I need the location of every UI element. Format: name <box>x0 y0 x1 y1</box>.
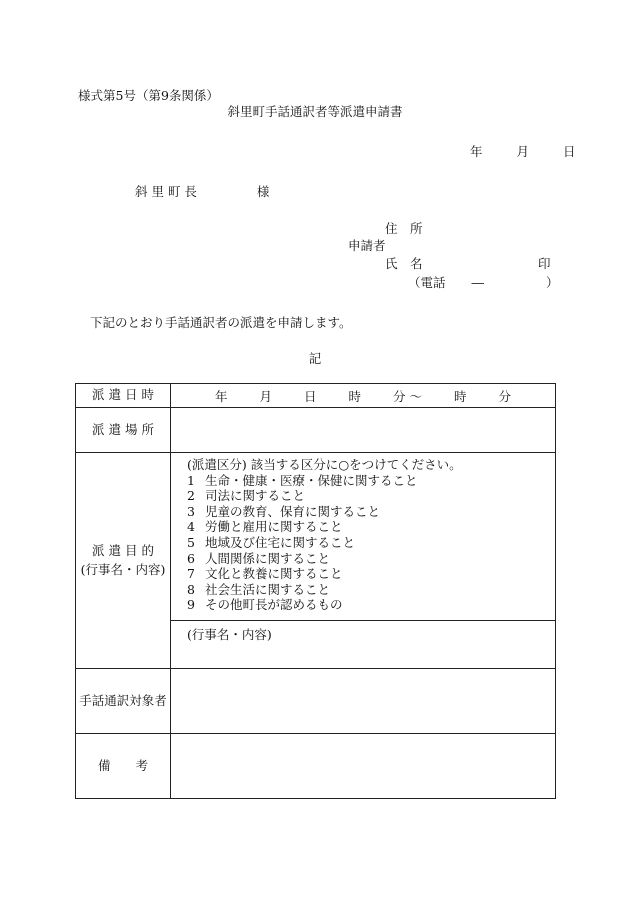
place-label: 派 遣 場 所 <box>76 408 171 453</box>
dt-year: 年 <box>214 388 228 404</box>
list-item[interactable] <box>187 535 555 551</box>
date-year: 年 <box>470 144 483 159</box>
list-item-text: 生命・健康・医療・保健に関すること <box>205 472 418 488</box>
list-item[interactable] <box>187 566 555 582</box>
target-label: 手話通訳対象者 <box>76 669 171 734</box>
list-item-num: 8 <box>187 581 195 597</box>
application-date <box>470 142 576 160</box>
dt-hour2: 時 <box>454 388 467 404</box>
list-item[interactable] <box>187 597 555 613</box>
purpose-label <box>76 453 171 669</box>
event-content-field[interactable] <box>171 621 555 668</box>
purpose-instruction: (派遣区分) 該当する区分に○をつけてください。 <box>187 457 462 472</box>
list-item[interactable] <box>187 582 555 598</box>
target-field[interactable] <box>171 669 556 734</box>
event-content-label: (行事名・内容) <box>187 627 272 642</box>
table-row-purpose <box>76 453 556 669</box>
purpose-label-main: 派 遣 目 的 <box>92 543 154 559</box>
remarks-field[interactable] <box>171 734 556 799</box>
phone-label: （電話 <box>408 275 446 290</box>
dt-hour: 時 <box>348 388 362 404</box>
purpose-label-sub: (行事名・内容) <box>80 561 166 577</box>
addressee-name: 斜 里 町 長 <box>135 184 197 199</box>
seal-mark: 印 <box>538 256 551 271</box>
address-label: 住 所 <box>385 221 423 236</box>
purpose-category-list <box>171 453 555 621</box>
list-item-num: 2 <box>187 488 195 504</box>
datetime-label: 派 遣 日 時 <box>76 384 171 408</box>
date-day: 日 <box>563 144 576 159</box>
phone-close: ） <box>546 275 559 290</box>
list-item-text: 労働と雇用に関すること <box>205 519 343 535</box>
list-item[interactable] <box>187 519 555 535</box>
list-item[interactable] <box>187 551 555 567</box>
list-item-text: 司法に関すること <box>205 488 306 504</box>
list-item-num: 6 <box>187 550 195 566</box>
list-item-num: 7 <box>187 566 195 582</box>
addressee-honorific: 様 <box>256 184 270 199</box>
date-month: 月 <box>516 144 530 159</box>
datetime-units <box>171 387 555 405</box>
list-item[interactable] <box>187 473 555 489</box>
list-item-text: その他町長が認めるもの <box>205 597 343 613</box>
table-row-remarks <box>76 734 556 799</box>
document-title: 斜里町手話通訳者等派遣申請書 <box>227 104 403 119</box>
list-item-text: 人間関係に関すること <box>205 550 331 566</box>
table-row-datetime <box>76 384 556 408</box>
ki-heading: 記 <box>308 351 322 366</box>
list-item-num: 5 <box>187 534 195 550</box>
list-item-text: 社会生活に関すること <box>205 581 331 597</box>
dt-minute2: 分 <box>498 388 512 404</box>
table-row-target <box>76 669 556 734</box>
dt-minute-tilde: 分 ～ <box>393 388 422 404</box>
table-row-place <box>76 408 556 453</box>
list-item[interactable] <box>187 504 555 520</box>
list-item-num: 4 <box>187 519 195 535</box>
name-label: 氏 名 <box>385 256 423 271</box>
list-item-num: 1 <box>187 472 195 488</box>
phone-dash: ― <box>471 275 485 290</box>
form-number: 様式第5号（第9条関係） <box>78 88 219 103</box>
phone-field <box>408 273 559 291</box>
applicant-label: 申請者 <box>348 238 386 253</box>
list-item-text: 文化と教養に関すること <box>205 566 343 582</box>
list-item-text: 地域及び住宅に関すること <box>205 534 356 550</box>
dt-month: 月 <box>259 388 272 404</box>
addressee <box>135 182 269 200</box>
list-item-num: 3 <box>187 503 195 519</box>
place-field[interactable] <box>171 408 556 453</box>
datetime-field[interactable] <box>171 384 556 408</box>
application-table <box>75 383 556 799</box>
dt-day: 日 <box>303 388 317 404</box>
list-item-num: 9 <box>187 597 195 613</box>
purpose-field[interactable] <box>171 453 556 669</box>
remarks-label: 備 考 <box>76 734 171 799</box>
list-item[interactable] <box>187 488 555 504</box>
list-item-text: 児童の教育、保育に関すること <box>205 503 381 519</box>
intro-text: 下記のとおり手話通訳者の派遣を申請します。 <box>90 315 352 330</box>
